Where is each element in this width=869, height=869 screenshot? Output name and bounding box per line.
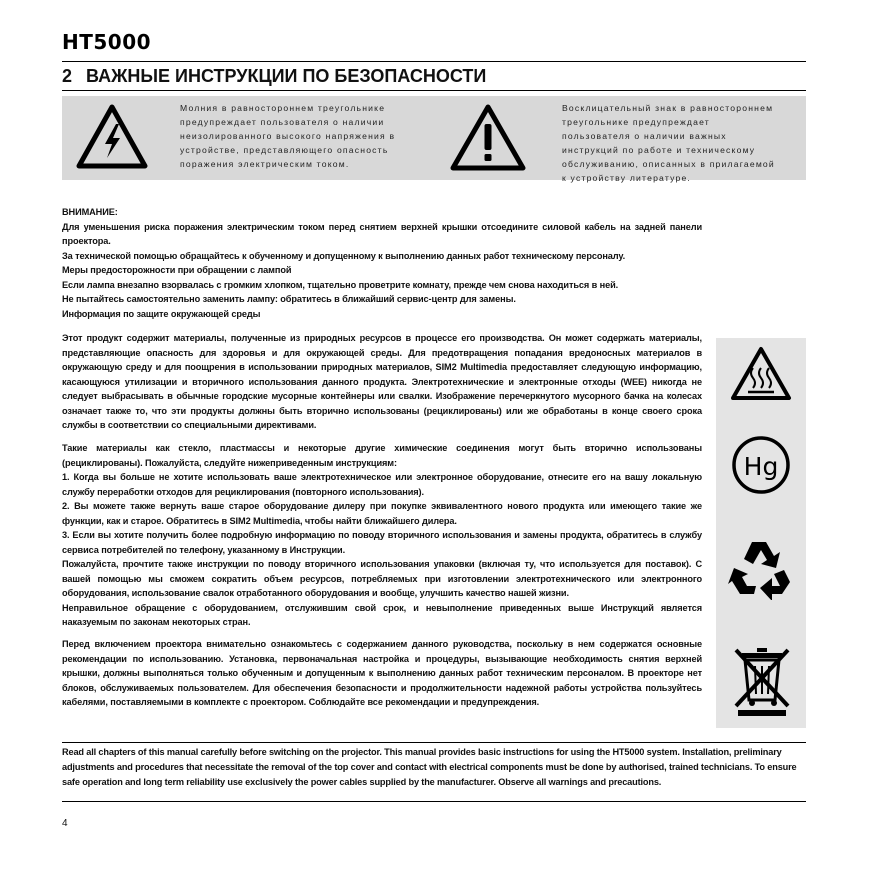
environment-paragraph-1: Этот продукт содержит материалы, полученные из природных ресурсов в процессе его производства. Он может содержать материалы, представляющие опасность для здоровья и для окружающей среды. Для предотвращения попадания вредоносных материалов в окружающую среду и для поощрения в использовании природных материалов, SIM2 Multimedia предоставляет следующую информацию, касающуюся утилизации и вторичного использования данного продукта. Электротехнические и электронные отходы (WEE) никогда не следует выбрасывать в обычные городские мусорные контейнеры или свалки. Изображение перечеркнутого мусорного бачка на колесах означает также то, что эти продукты должны быть вторично использованы (рециклированы) или же обработаны в конце своего срока службы в соответствии со специальными директивами. <box>62 333 702 430</box>
section-number: 2 <box>62 66 73 86</box>
attention-line: Если лампа внезапно взорвалась с громким хлопком, тщательно проветрите комнату, прежде чем снова находиться в ней. <box>62 279 619 290</box>
env-line: Неправильное обращение с оборудованием, отслужившим свой срок, и невыполнение приведенных выше Инструкций является наказуемым по законам некоторых стран. <box>62 602 702 627</box>
page-number: 4 <box>62 818 68 829</box>
section-title <box>62 61 806 91</box>
warning-symbols-box <box>62 96 806 183</box>
attention-line: Не пытайтесь самостоятельно заменить лампу: обратитесь в ближайший сервис-центр для замены. <box>62 294 516 304</box>
env-line: 2. Вы можете также вернуть ваше старое оборудование дилеру при покупке эквивалентного нового продукта или имеющего такие же функции, как и старое. Обратитесь в SIM2 Multimedia, чтобы найти ближайшего дилера. <box>62 501 702 526</box>
env-line: 3. Если вы хотите получить более подробную информацию по поводу вторичного использования и замены продукта, обратитесь в службу сервиса потребителей по телефону, указанному в Инструкции. <box>62 530 702 555</box>
attention-line: За технической помощью обращайтесь к обученному и допущенному к выполнению данных работ техническому персоналу. <box>62 250 626 261</box>
env-line: Такие материалы как стекло, пластмассы и некоторые другие химические соединения могут быть вторично использованы (рециклированы). Пожалуйста, следуйте нижеприведенным инструкциям: <box>62 443 702 468</box>
mercury-hg-icon <box>716 434 806 496</box>
attention-line: Информация по защите окружающей среды <box>62 308 261 319</box>
exclamation-warning-text: Восклицательный знак в равностороннем треугольнике предупреждает пользователя о наличии важных инструкций по работе и техническому обслуживанию, описанных в прилагаемой к устройству литературе. <box>562 103 775 183</box>
attention-line: Для уменьшения риска поражения электрическим током перед снятием верхней крышки отсоедините силовой кабель на задней панели проектора. <box>62 221 702 246</box>
lightning-warning-text: Молния в равностороннем треугольнике предупреждает пользователя о наличии неизолированного высокого напряжения в устройстве, представляющего опасность поражения электрическим током. <box>180 103 396 169</box>
english-note: Read all chapters of this manual carefully before switching on the projector. This manual provides basic instructions for using the HT5000 system. Installation, preliminary adjustments and procedures that necessitate the removal of the top cover and contact with electrical components must be done by authorised, trained technicians. To ensure safe operation and long term reliability use exclusively the power cables supplied by the manufacturer. Observe all warnings and precautions. <box>62 742 806 802</box>
lightning-triangle-icon <box>74 102 150 172</box>
hg-label: Hg <box>743 452 779 481</box>
recycle-icon <box>716 536 806 600</box>
attention-block <box>62 205 702 321</box>
attention-title: ВНИМАНИЕ: <box>62 207 118 217</box>
environment-paragraph-2 <box>62 441 702 630</box>
env-line: 1. Когда вы больше не хотите использовать ваше электротехническое или электронное оборудование, отнесите его на вашу локальную службу переработки отходов для рециклирования (повторного использования). <box>62 472 702 497</box>
env-line: Пожалуйста, прочтите также инструкции по поводу вторичного использования упаковки (включая ту, что используется для поставок). С вашей помощью мы сможем сократить объем ресурсов, потребляемых при изготовлении электротехнического или электронного оборудования, использование свалок отработанного оборудования и вообще, улучшить качество нашей жизни. <box>62 559 702 598</box>
attention-line: Меры предосторожности при обращении с лампой <box>62 265 292 275</box>
section-title-text: ВАЖНЫЕ ИНСТРУКЦИИ ПО БЕЗОПАСНОСТИ <box>86 66 487 86</box>
environment-paragraph-3: Перед включением проектора внимательно ознакомьтесь с содержанием данного руководства, поскольку в нем содержатся основные рекомендации по использованию. Установка, первоначальная настройка и процедуры, вызывающие необходимость снятия верхней крышки, должны выполняться только обученным и допущенным к выполнению данных работ техническим персоналом. В проекторе нет блоков, обслуживаемых пользователем. Для обеспечения безопасности и продолжительности надежной работы устройства пользуйтесь кабелями, поставляемыми в комплекте с проектором. Соблюдайте все рекомендации и предупреждения. <box>62 639 702 707</box>
brand-logo: HT5000 <box>62 30 152 54</box>
crossed-bin-icon <box>716 644 806 718</box>
exclamation-triangle-icon <box>448 102 528 174</box>
hot-surface-icon <box>716 344 806 404</box>
environmental-icons-column <box>716 338 806 728</box>
